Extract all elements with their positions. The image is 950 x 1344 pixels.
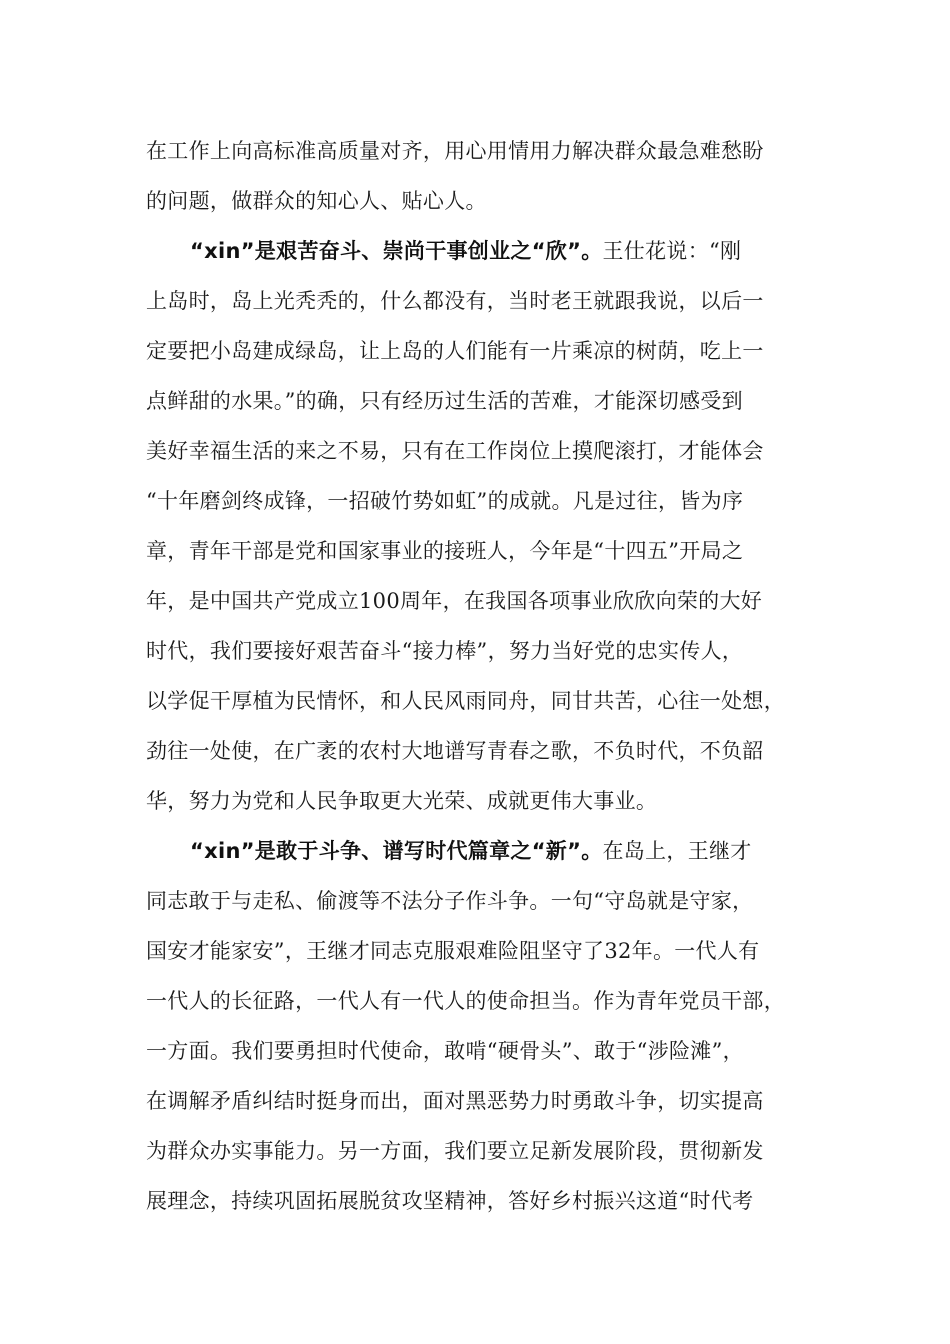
text-line: 在工作上向高标准高质量对齐，用心用情用力解决群众最急难愁盼 (146, 139, 764, 163)
text-line: 年，是中国共产党成立100周年，在我国各项事业欣欣向荣的大好 (146, 589, 763, 613)
paragraph-heading-line (190, 831, 806, 871)
text-line: 劲往一处使，在广袤的农村大地谱写青春之歌，不负时代，不负韶 (146, 739, 764, 763)
text-line: 上岛时，岛上光秃秃的，什么都没有，当时老王就跟我说，以后一 (146, 289, 764, 313)
text-line: 章，青年干部是党和国家事业的接班人，今年是“十四五”开局之 (146, 539, 744, 563)
text-line: 一方面。我们要勇担时代使命，敢啃“硬骨头”、敢于“涉险滩”， (146, 1039, 744, 1063)
text-line: 的问题，做群众的知心人、贴心人。 (146, 189, 487, 213)
text-line: 在调解矛盾纠结时挺身而出，面对黑恶势力时勇敢斗争，切实提高 (146, 1089, 764, 1113)
text-line: 国安才能家安”，王继才同志克服艰难险阻坚守了32年。一代人有 (146, 939, 760, 963)
text-line: 定要把小岛建成绿岛，让上岛的人们能有一片乘凉的树荫，吃上一 (146, 339, 764, 363)
text-line: 展理念，持续巩固拓展脱贫攻坚精神，答好乡村振兴这道“时代考 (146, 1189, 754, 1213)
paragraph-heading-line (190, 231, 806, 271)
text-line: 点鲜甜的水果。”的确，只有经历过生活的苦难，才能深切感受到 (146, 389, 743, 413)
text-span: 在岛上，王继才 (602, 839, 752, 863)
paragraph-heading-bold: “xin”是敢于斗争、谱写时代篇章之“新”。 (190, 839, 603, 863)
text-line: 华，努力为党和人民争取更大光荣、成就更伟大事业。 (146, 789, 658, 813)
text-span: 王仕花说：“刚 (602, 239, 742, 263)
text-line: 时代，我们要接好艰苦奋斗“接力棒”，努力当好党的忠实传人， (146, 639, 744, 663)
text-line: “十年磨剑终成锋，一招破竹势如虹”的成就。凡是过往，皆为序 (146, 489, 744, 513)
text-line: 同志敢于与走私、偷渡等不法分子作斗争。一句“守岛就是守家， (146, 889, 754, 913)
text-line: 一代人的长征路，一代人有一代人的使命担当。作为青年党员干部， (146, 989, 785, 1013)
text-line: 为群众办实事能力。另一方面，我们要立足新发展阶段，贯彻新发 (146, 1139, 764, 1163)
paragraph-heading-bold: “xin”是艰苦奋斗、崇尚干事创业之“欣”。 (190, 239, 603, 263)
text-line: 美好幸福生活的来之不易，只有在工作岗位上摸爬滚打，才能体会 (146, 439, 764, 463)
text-line: 以学促干厚植为民情怀，和人民风雨同舟，同甘共苦，心往一处想， (146, 689, 785, 713)
